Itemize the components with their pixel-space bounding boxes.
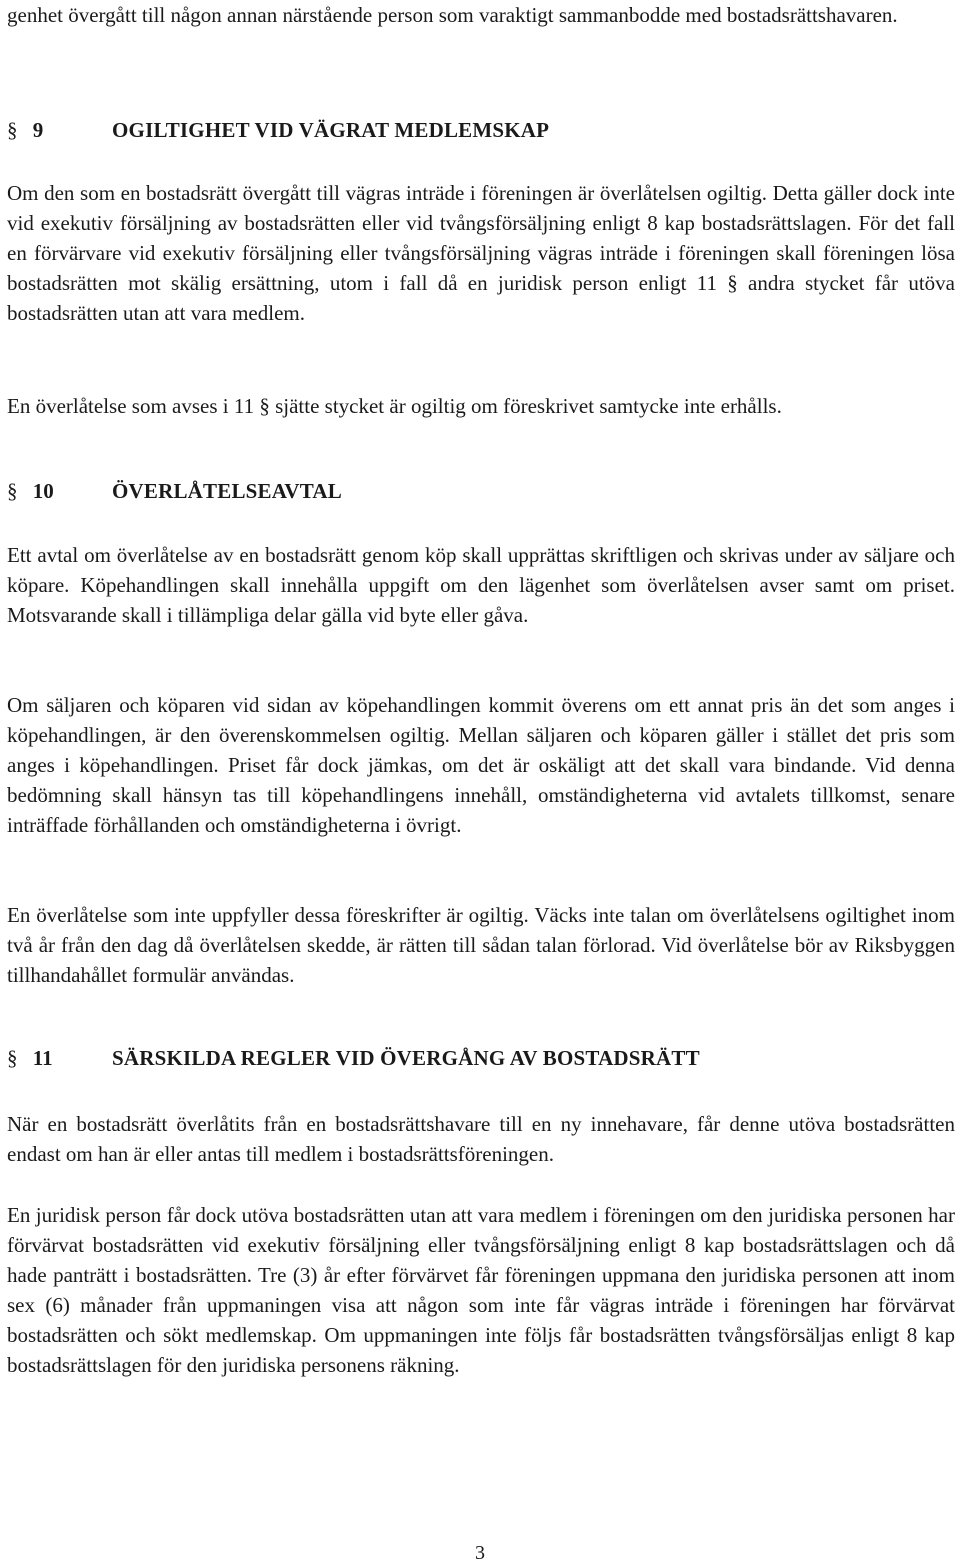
section-10-paragraph-2: Om säljaren och köparen vid sidan av köpehandlingen kommit överens om ett annat pris än det som anges i köpehandlingen, är den överenskommelsen ogiltig. Mellan säljaren och köparen gäller i stället det pris som anges i köpehandlingen. Priset får dock jämkas, om det är oskäligt att det skall vara bindande. Vid denna bedömning skall hänsyn tas till köpehandlingens innehåll, omständigheterna vid avtalets tillkomst, senare inträffade förhållanden och omständigheterna i övrigt. bbox=[7, 693, 955, 837]
section-10-heading bbox=[7, 476, 955, 506]
section-10-label bbox=[7, 476, 112, 506]
section-10-paragraph-1: Ett avtal om överlåtelse av en bostadsrätt genom köp skall upprättas skriftligen och skrivas under av säljare och köpare. Köpehandlingen skall innehålla uppgift om den lägenhet som överlåtelsen avser samt om priset. Motsvarande skall i tillämpliga delar gälla vid byte eller gåva. bbox=[7, 543, 955, 627]
section-10-paragraph-3: En överlåtelse som inte uppfyller dessa föreskrifter är ogiltig. Väcks inte talan om överlåtelsens ogiltighet inom två år från den dag då överlåtelsen skedde, är rätten till sådan talan förlorad. Vid överlåtelse bör av Riksbyggen tillhandahållet formulär användas. bbox=[7, 903, 955, 987]
section-10-number: 10 bbox=[32, 479, 54, 503]
section-11-paragraph-2: En juridisk person får dock utöva bostadsrätten utan att vara medlem i föreningen om den juridiska personen har förvärvat bostadsrätten vid exekutiv försäljning eller tvångsförsäljning enligt 8 kap bostadsrättslagen och då hade panträtt i bostadsrätten. Tre (3) år efter förvärvet får föreningen uppmana den juridiska personen att inom sex (6) månader från uppmaningen visa att någon som inte får vägras inträde i föreningen har förvärvat bostadsrätten och sökt medlemskap. Om uppmaningen inte följs får bostadsrätten tvångsförsäljas enligt 8 kap bostadsrättslagen för den juridiska personens räkning. bbox=[7, 1203, 955, 1377]
section-9-paragraph-1: Om den som en bostadsrätt övergått till vägras inträde i föreningen är överlåtelsen ogiltig. Detta gäller dock inte vid exekutiv försäljning av bostadsrätten eller vid tvångsförsäljning enligt 8 kap bostadsrättslagen. För det fall en förvärvare vid exekutiv försäljning eller tvångsförsäljning vägras inträde i föreningen skall föreningen lösa bostadsrätten mot skälig ersättning, utom i fall då en juridisk person enligt 11 § andra stycket får utöva bostadsrätten utan att vara medlem. bbox=[7, 181, 955, 325]
section-9-paragraph-2: En överlåtelse som avses i 11 § sjätte stycket är ogiltig om föreskrivet samtycke inte erhålls. bbox=[7, 394, 782, 418]
section-11-heading bbox=[7, 1043, 955, 1073]
section-sign-icon: § bbox=[7, 118, 18, 142]
section-11-label bbox=[7, 1043, 112, 1073]
section-9-number: 9 bbox=[32, 118, 44, 142]
section-9-label bbox=[7, 115, 112, 145]
section-9-heading bbox=[7, 115, 955, 145]
section-11-paragraph-1: När en bostadsrätt överlåtits från en bostadsrättshavare till en ny innehavare, får denne utöva bostadsrätten endast om han är eller antas till medlem i bostadsrättsföreningen. bbox=[7, 1112, 955, 1166]
paragraph-continuation: genhet övergått till någon annan närstående person som varaktigt sammanbodde med bostadsrättshavaren. bbox=[7, 3, 898, 27]
section-11-title: SÄRSKILDA REGLER VID ÖVERGÅNG AV BOSTADSRÄTT bbox=[112, 1046, 700, 1070]
section-sign-icon: § bbox=[7, 479, 18, 503]
section-10-title: ÖVERLÅTELSEAVTAL bbox=[112, 479, 342, 503]
section-11-number: 11 bbox=[32, 1046, 53, 1070]
section-9-title: OGILTIGHET VID VÄGRAT MEDLEMSKAP bbox=[112, 118, 550, 142]
section-sign-icon: § bbox=[7, 1046, 18, 1070]
page-number: 3 bbox=[475, 1542, 485, 1564]
